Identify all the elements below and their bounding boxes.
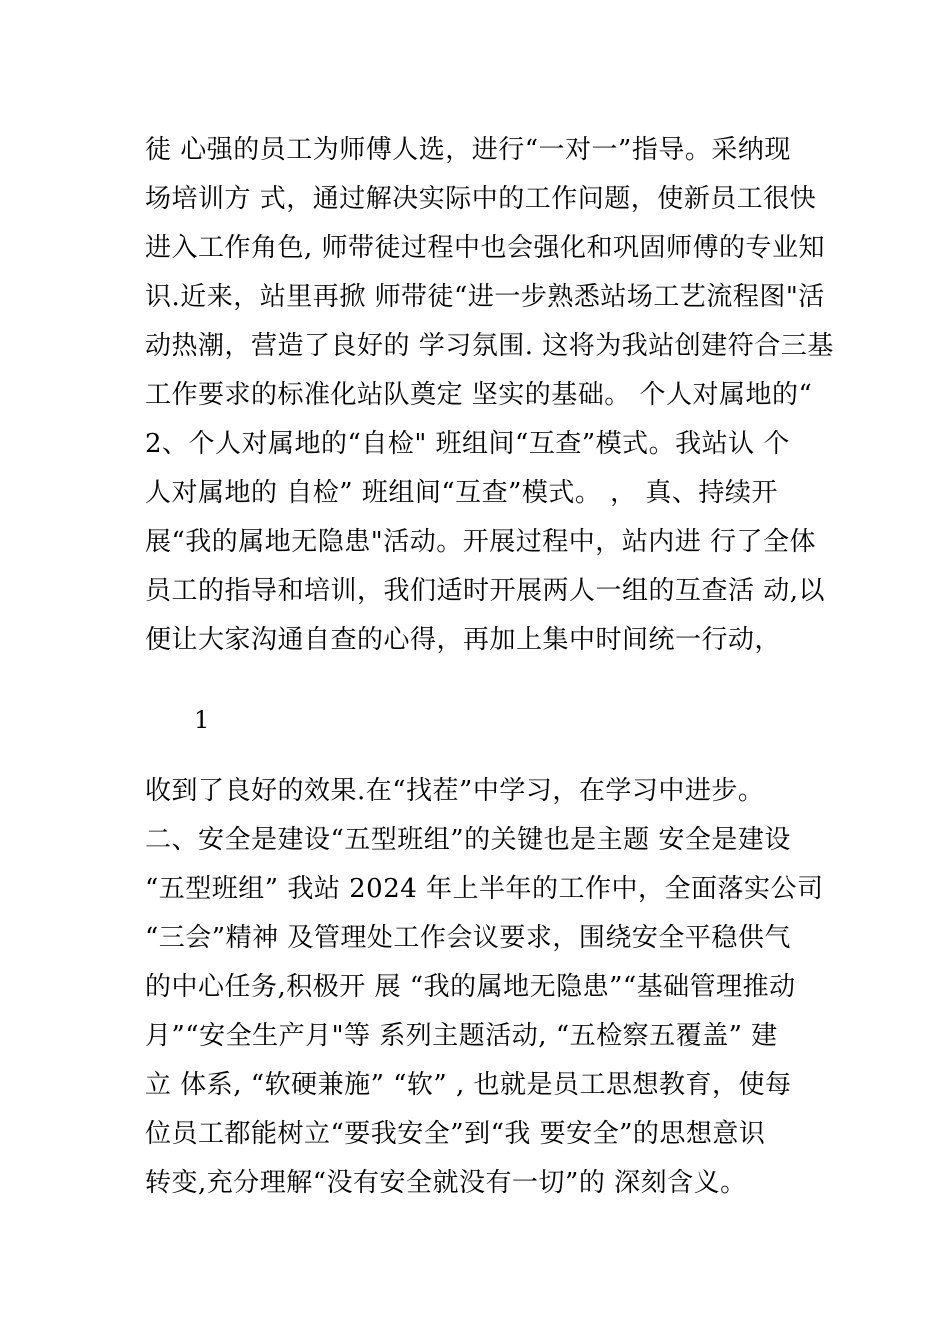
- text-line: 场培训方 式，通过解决实际中的工作问题，使新员工很快: [145, 184, 817, 214]
- text-line: 2、个人对属地的“自检" 班组间“互查”模式。我站认 个: [145, 429, 790, 459]
- text-line: 转变,充分理解“没有安全就没有一切”的 深刻含义。: [145, 1168, 747, 1198]
- text-line: 人对属地的 自检” 班组间“互查”模式。 ， 真、持续开: [145, 478, 778, 508]
- text-line: “五型班组” 我站 2024 年上半年的工作中，全面落实公司: [145, 874, 824, 904]
- text-line: 动热潮，营造了良好的 学习氛围. 这将为我站创建符合三基: [145, 331, 834, 361]
- text-line: 便让大家沟通自查的心得，再加上集中时间统一行动，: [145, 625, 782, 655]
- text-line: 月”“安全生产月"等 系列主题活动, “五检察五覆盖” 建: [145, 1021, 778, 1051]
- text-line: 工作要求的标准化站队奠定 坚实的基础。 个人对属地的“: [145, 380, 813, 410]
- page-number: 1: [194, 706, 210, 734]
- text-line: “三会”精神 及管理处工作会议要求，围绕安全平稳供气: [145, 923, 791, 953]
- text-line: 立 体系, “软硬兼施” “软” , 也就是员工思想教育，使每: [145, 1070, 792, 1100]
- text-line: 徒 心强的员工为师傅人选，进行“一对一”指导。采纳现: [145, 135, 791, 165]
- text-line: 识.近来，站里再掀 师带徒“进一步熟悉站场工艺流程图"活: [145, 282, 825, 312]
- text-line: 的中心任务,积极开 展 “我的属地无隐患”“基础管理推动: [145, 972, 796, 1002]
- text-line: 收到了良好的效果.在“找茬”中学习，在学习中进步。: [145, 776, 765, 806]
- text-line: 二、安全是建设“五型班组”的关键也是主题 安全是建设: [145, 825, 791, 855]
- text-line: 展“我的属地无隐患"活动。开展过程中，站内进 行了全体: [145, 527, 817, 557]
- text-line: 进入工作角色, 师带徒过程中也会强化和巩固师傅的专业知: [145, 233, 826, 263]
- text-line: 员工的指导和培训，我们适时开展两人一组的互查活 动,以: [145, 576, 826, 606]
- text-line: 位员工都能树立“要我安全”到“我 要安全”的思想意识: [145, 1119, 766, 1149]
